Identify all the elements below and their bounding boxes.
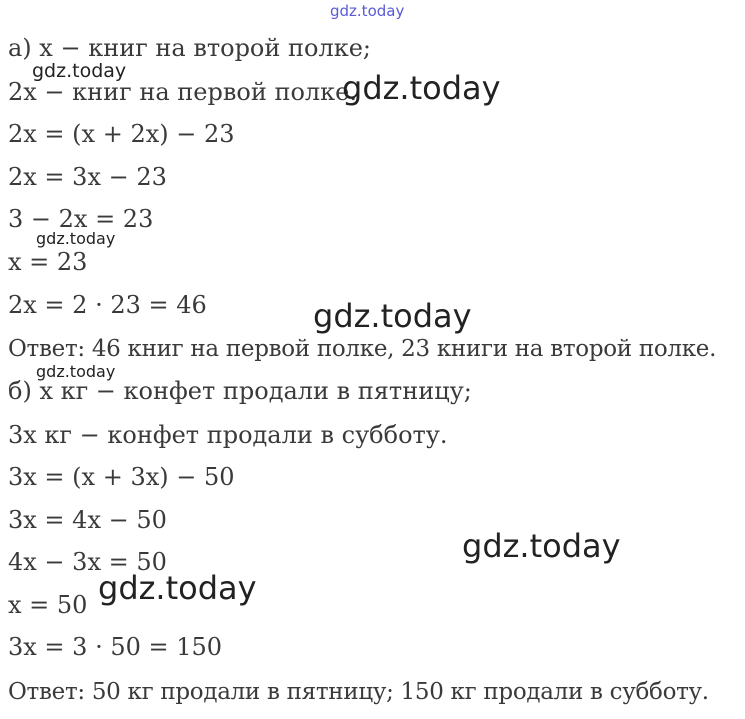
watermark-large-2: gdz.today <box>313 297 472 335</box>
part-b-equation-1: 3x = (x + 3x) − 50 <box>8 463 235 491</box>
part-a-equation-3: 3 − 2x = 23 <box>8 205 154 233</box>
watermark-top: gdz.today <box>330 2 405 20</box>
part-b-equation-3: 4x − 3x = 50 <box>8 548 167 576</box>
watermark-small-2: gdz.today <box>36 229 116 248</box>
watermark-large-3: gdz.today <box>462 527 621 565</box>
part-b-answer: Ответ: 50 кг продали в пятницу; 150 кг продали в субботу. <box>8 679 709 705</box>
part-a-equation-2: 2x = 3x − 23 <box>8 163 167 191</box>
part-a-equation-5: 2x = 2 · 23 = 46 <box>8 291 207 319</box>
part-b-line-1: б) x кг − конфет продали в пятницу; <box>8 377 472 405</box>
watermark-small-3: gdz.today <box>36 362 116 381</box>
part-a-line-1: а) x − книг на второй полке; <box>8 34 371 62</box>
part-b-equation-2: 3x = 4x − 50 <box>8 506 167 534</box>
part-a-answer: Ответ: 46 книг на первой полке, 23 книги на второй полке. <box>8 336 717 362</box>
part-b-equation-4: x = 50 <box>8 591 88 619</box>
watermark-large-1: gdz.today <box>342 69 501 107</box>
part-a-equation-4: x = 23 <box>8 248 88 276</box>
part-b-equation-5: 3x = 3 · 50 = 150 <box>8 633 223 661</box>
watermark-small-1: gdz.today <box>32 60 127 82</box>
part-a-equation-1: 2x = (x + 2x) − 23 <box>8 120 235 148</box>
part-b-line-2: 3x кг − конфет продали в субботу. <box>8 421 448 449</box>
watermark-large-4: gdz.today <box>98 569 257 607</box>
part-a-line-2: 2x − книг на первой полке. <box>8 78 357 106</box>
